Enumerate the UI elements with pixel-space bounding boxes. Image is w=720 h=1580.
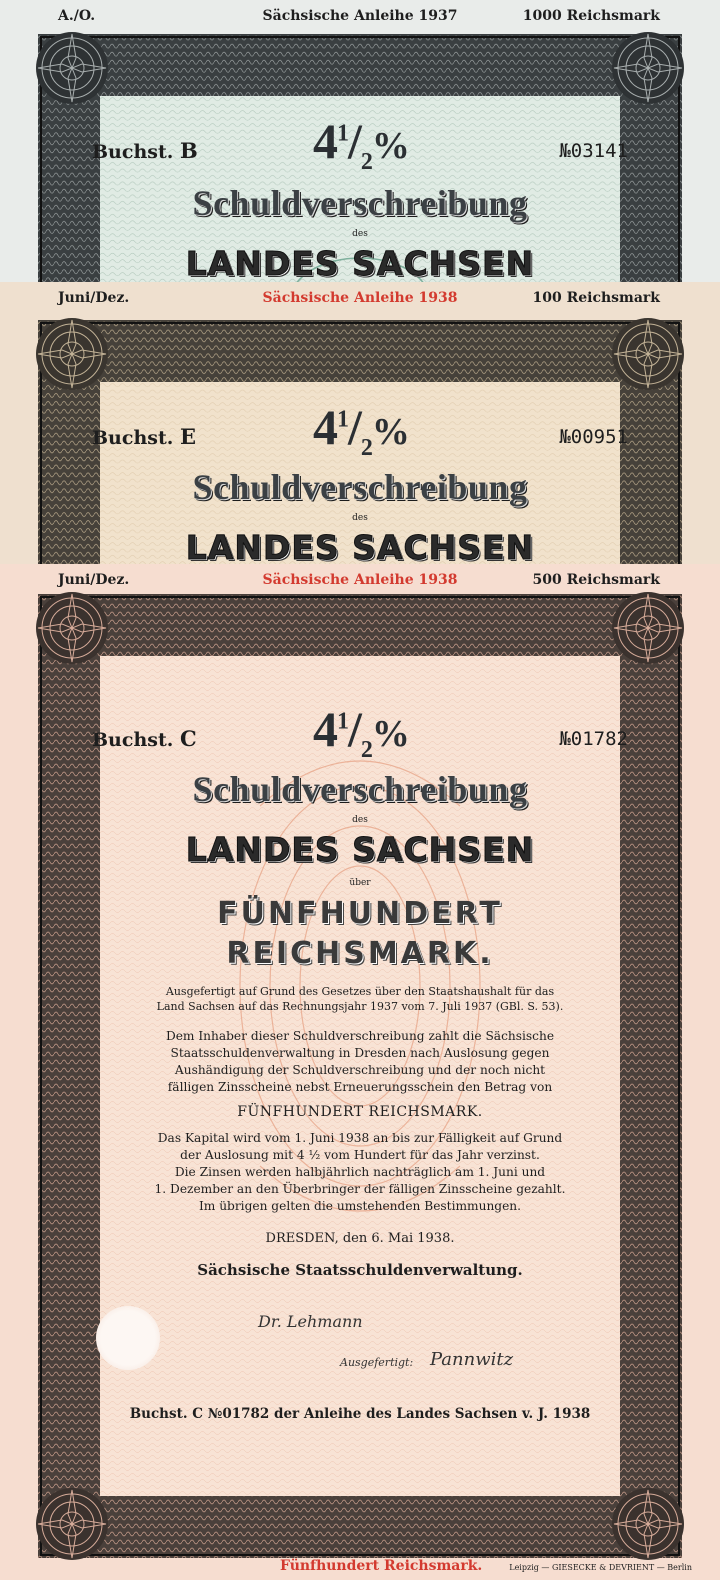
interest-line: Das Kapital wird vom 1. Juni 1938 an bis zur Fälligkeit auf Grund xyxy=(157,1131,563,1145)
amount-words: FÜNFHUNDERT REICHSMARK. xyxy=(237,1104,483,1120)
denomination: 500 Reichsmark xyxy=(532,572,660,588)
series-letter xyxy=(92,726,197,751)
printer-credit: Leipzig — GIESECKE & DEVRIENT — Berlin xyxy=(509,1563,692,1572)
ueber-label: über xyxy=(349,878,371,888)
payment-line: Aushändigung der Schuldverschreibung und der noch nicht xyxy=(174,1063,546,1077)
interest-rate: $4^1/_2\%$ xyxy=(313,701,409,763)
amount-line-1: FÜNFHUNDERT xyxy=(217,896,503,931)
issued-label: Ausgefertigt: xyxy=(340,1356,414,1369)
legal-basis-line: Ausgefertigt auf Grund des Gesetzes über den Staatshaushalt für das xyxy=(165,985,555,998)
series-value: E xyxy=(179,424,196,449)
document-title: Schuldverschreibung xyxy=(192,183,528,223)
place-date: DRESDEN, den 6. Mai 1938. xyxy=(265,1231,455,1246)
serial-number: №01782 xyxy=(559,728,628,750)
series-value: C xyxy=(179,726,197,751)
dry-seal xyxy=(96,1306,160,1370)
rate-den: 2 xyxy=(360,435,372,461)
bond-certificate-1938-100 xyxy=(0,282,720,564)
interest-clause xyxy=(94,1130,626,1215)
issuer-name: LANDES SACHSEN xyxy=(185,830,535,869)
rate-num: 1 xyxy=(337,708,348,735)
legal-basis-line: Land Sachsen auf das Rechnungsjahr 1937 vom 7. Juli 1937 (GBl. S. 53). xyxy=(156,1000,564,1013)
interest-line: der Auslosung mit 4 ½ vom Hundert für das Jahr verzinst. xyxy=(180,1148,540,1162)
interest-dates: Juni/Dez. xyxy=(58,290,130,306)
interest-line: Die Zinsen werden halbjährlich nachträglich am 1. Juni und xyxy=(174,1165,546,1179)
series-letter xyxy=(92,138,198,163)
signature-2: Pannwitz xyxy=(430,1349,514,1370)
rate-percent: % xyxy=(371,713,409,755)
rate-den: 2 xyxy=(360,149,372,175)
rate-whole: 4 xyxy=(313,113,337,169)
payment-line: Dem Inhaber dieser Schuldverschreibung zahlt die Sächsische xyxy=(165,1029,555,1043)
issuer-name: LANDES SACHSEN xyxy=(185,244,535,282)
series-value: B xyxy=(179,138,198,163)
certificate-body xyxy=(92,656,628,1496)
serial-number: №00951 xyxy=(559,426,628,448)
footer-amount: Fünfhundert Reichsmark. xyxy=(280,1558,483,1574)
interest-line: 1. Dezember an den Überbringer der fälligen Zinsscheine gezahlt. xyxy=(154,1182,566,1196)
payment-line: Staatsschuldenverwaltung in Dresden nach Auslosung gegen xyxy=(170,1046,550,1060)
interest-dates: A./O. xyxy=(58,8,96,24)
loan-title: Sächsische Anleihe 1938 xyxy=(262,572,458,588)
series-label: Buchst. xyxy=(92,729,174,751)
des-label: des xyxy=(352,229,368,239)
bond-certificate-1938-500 xyxy=(0,564,720,1580)
rate-whole: 4 xyxy=(313,701,337,757)
rosette-icon xyxy=(608,1484,688,1564)
rosette-icon xyxy=(608,28,688,108)
ornamental-frame xyxy=(38,34,682,282)
certificate-body xyxy=(92,382,628,564)
document-title: Schuldverschreibung xyxy=(192,769,528,809)
signature-1: Dr. Lehmann xyxy=(258,1312,363,1331)
issuing-authority: Sächsische Staatsschuldenverwaltung. xyxy=(197,1261,523,1279)
serial-number: №03141 xyxy=(559,140,628,162)
top-line xyxy=(0,8,720,30)
rate-percent: % xyxy=(371,411,409,453)
interest-rate: $4^1/_2\%$ xyxy=(313,113,409,175)
rate-num: 1 xyxy=(337,120,348,147)
issuer-name: LANDES SACHSEN xyxy=(185,528,535,564)
bond-certificate-1937 xyxy=(0,0,720,282)
rosette-icon xyxy=(608,588,688,668)
bottom-reference: Buchst. C №01782 der Anleihe des Landes Sachsen v. J. 1938 xyxy=(129,1406,591,1422)
payment-clause xyxy=(94,1028,626,1096)
interest-line: Im übrigen gelten die umstehenden Bestimmungen. xyxy=(198,1199,522,1213)
rate-num: 1 xyxy=(337,406,348,433)
amount-line-2: REICHSMARK. xyxy=(226,936,494,971)
series-label: Buchst. xyxy=(92,427,174,449)
des-label: des xyxy=(352,815,368,825)
ornamental-frame xyxy=(38,594,682,1558)
document-title: Schuldverschreibung xyxy=(192,467,528,507)
legal-basis xyxy=(94,984,626,1014)
series-letter xyxy=(92,424,196,449)
rosette-icon xyxy=(32,1484,112,1564)
top-line xyxy=(0,290,720,312)
interest-dates: Juni/Dez. xyxy=(58,572,130,588)
denomination: 1000 Reichsmark xyxy=(522,8,660,24)
denomination: 100 Reichsmark xyxy=(532,290,660,306)
certificate-body xyxy=(92,96,628,282)
interest-rate: $4^1/_2\%$ xyxy=(313,399,409,461)
rate-den: 2 xyxy=(360,737,372,763)
payment-line: fälligen Zinsscheine nebst Erneuerungsschein den Betrag von xyxy=(167,1080,553,1094)
des-label: des xyxy=(352,513,368,523)
ornamental-frame xyxy=(38,320,682,564)
rate-whole: 4 xyxy=(313,399,337,455)
loan-title: Sächsische Anleihe 1938 xyxy=(262,290,458,306)
loan-title: Sächsische Anleihe 1937 xyxy=(262,8,458,24)
rate-percent: % xyxy=(371,125,409,167)
rosette-icon xyxy=(608,314,688,394)
series-label: Buchst. xyxy=(92,141,174,163)
